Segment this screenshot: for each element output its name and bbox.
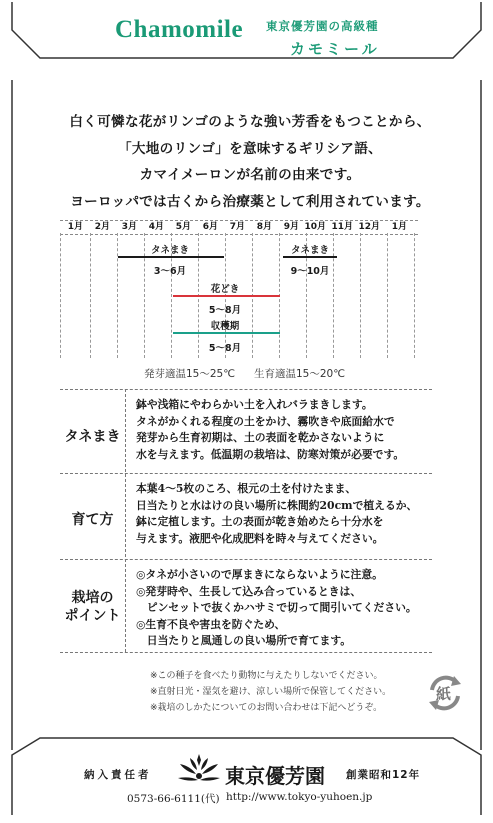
product-name-jp: カモミール (290, 40, 380, 58)
body-line: 鉢に定植します。土の表面が乾き始めたら十分水を (136, 515, 384, 529)
body-line: ◎タネが小さいので厚まきにならないように注意。 (136, 568, 383, 581)
body-line: ピンセットで抜くかハサミで切って間引いてください。 (136, 601, 417, 615)
harvest-bar (173, 332, 280, 334)
section-divider (60, 389, 432, 390)
sowing-bar-autumn (283, 256, 337, 258)
month-label: 2月 (94, 222, 110, 232)
body-line: 日当たりと水はけの良い場所に株間約20cmで植えるか、 (136, 498, 418, 512)
section-divider (60, 559, 432, 560)
note-line: ※栽培のしかたについてのお問い合わせは下記へどうぞ。 (150, 703, 383, 713)
month-scale (60, 220, 418, 235)
month-label: 10月 (304, 222, 326, 232)
website-url: http://www.tokyo-yuhoen.jp (226, 791, 373, 803)
sowing-bar-spring (118, 256, 224, 258)
note-line: ※直射日光・湿気を避け、涼しい場所で保管してください。 (150, 687, 392, 697)
section-divider (60, 473, 432, 474)
section-heading-points (60, 589, 125, 625)
grid-line (360, 233, 361, 358)
body-line: 水を与えます。低温期の栽培は、防寒対策が必要です。 (136, 447, 405, 461)
harvest-range: 5～8月 (208, 343, 242, 354)
body-line: ◎発芽時や、生長して込み合っているときは、 (136, 584, 362, 598)
section-column-divider (125, 389, 126, 652)
body-line: 与えます。液肥や化成肥料を時々与えてください。 (136, 531, 384, 545)
grid-line (117, 233, 118, 358)
body-line: 日当たりと風通しの良い場所で育てます。 (136, 634, 352, 648)
body-line: タネがかくれる程度の土をかけ、霧吹きや底面給水で (136, 414, 395, 428)
grid-line (414, 233, 415, 358)
month-label: 9月 (283, 222, 299, 232)
brand-name: 東京優芳園 (225, 764, 325, 788)
intro-line: 「大地のリンゴ」を意味するギリシア語、 (118, 140, 382, 157)
product-subtitle: 東京優芳園の高級種 (266, 19, 379, 33)
founded-text: 創業昭和12年 (346, 769, 421, 781)
month-label: 11月 (331, 222, 353, 232)
heading-line: ポイント (64, 608, 121, 624)
section-heading-growing: 育て方 (71, 512, 114, 528)
body-line: 鉢や浅箱にやわらかい土を入れバラまきします。 (136, 398, 373, 411)
grid-line (90, 233, 91, 358)
month-label: 12月 (358, 222, 380, 232)
bloom-label: 花どき (210, 284, 240, 295)
section-body-points (136, 567, 436, 650)
intro-line: 白く可憐な花がリンゴのような強い芳香をもつことから、 (69, 114, 431, 130)
month-label: 3月 (121, 222, 137, 232)
section-body-growing (136, 481, 436, 547)
intro-line: ヨーロッパでは古くから治療薬として利用されています。 (70, 193, 430, 210)
bloom-bar (173, 295, 280, 297)
section-divider (60, 652, 432, 653)
harvest-label: 収穫期 (210, 321, 240, 332)
sowing-label-spring: タネまき (150, 245, 189, 256)
sowing-range-spring: 3～6月 (153, 266, 187, 277)
month-label: 6月 (202, 222, 218, 232)
company-logo (176, 752, 222, 786)
month-label: 4月 (148, 222, 164, 232)
responsible-label: 納入責任者 (84, 769, 152, 781)
section-body-sowing (136, 397, 436, 463)
growth-temp: 生育適温15～20℃ (254, 368, 346, 380)
product-title: Chamomile (115, 16, 244, 43)
recycle-mark-text: 紙 (436, 685, 452, 703)
sowing-range-autumn: 9～10月 (290, 266, 330, 277)
sowing-label-autumn: タネまき (290, 245, 329, 256)
caution-notes (150, 668, 391, 716)
month-label: 1月 (391, 222, 407, 232)
month-label: 8月 (256, 222, 272, 232)
intro-text (50, 109, 450, 215)
month-label: 1月 (67, 222, 83, 232)
grid-line (60, 233, 61, 358)
body-line: 本葉4～5枚のころ、根元の土を付けたまま、 (136, 482, 357, 495)
grid-line (387, 233, 388, 358)
heading-line: 栽培の (71, 590, 114, 606)
paper-recycle-icon (424, 672, 466, 714)
body-line: 発芽から生育初期は、土の表面を乾かさないように (136, 431, 385, 445)
intro-line: カマイメーロンが名前の由来です。 (139, 167, 361, 183)
germination-temp: 発芽適温15～25℃ (144, 368, 236, 380)
bloom-range: 5～8月 (208, 305, 242, 316)
phone-number: 0573-66-6111(代) (127, 793, 220, 805)
section-heading-sowing: タネまき (64, 429, 121, 445)
month-label: 7月 (229, 222, 245, 232)
month-label: 5月 (175, 222, 191, 232)
body-line: ◎生育不良や害虫を防ぐため、 (136, 617, 286, 631)
note-line: ※この種子を食べたり動物に与えたりしないでください。 (150, 671, 383, 681)
